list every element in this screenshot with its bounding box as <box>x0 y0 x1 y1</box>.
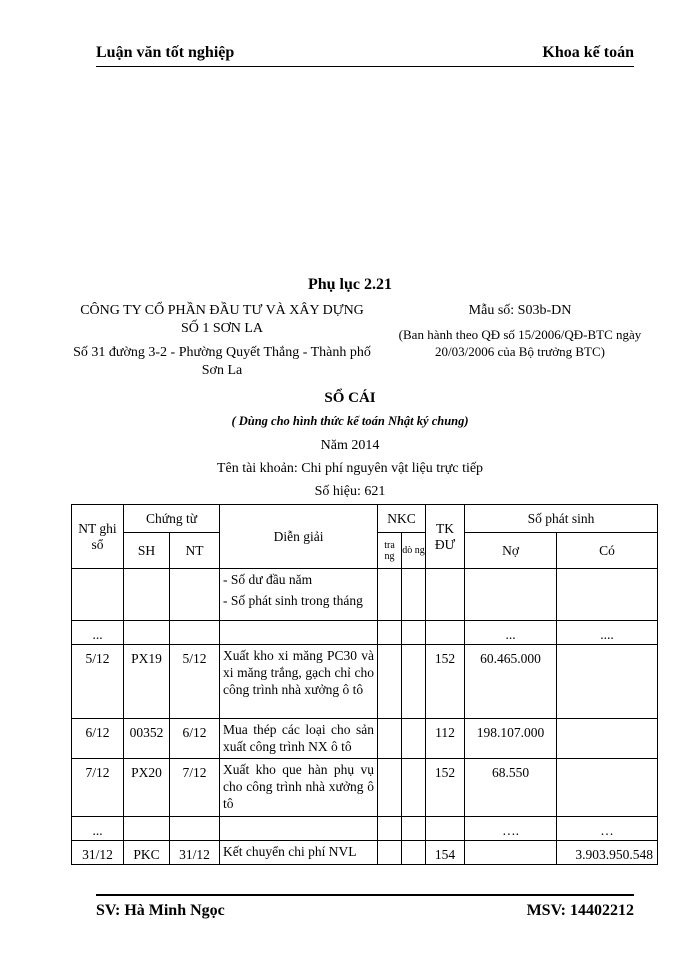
cell-no <box>465 841 557 865</box>
thesis-label: Luận văn tốt nghiệp <box>96 44 235 61</box>
ledger-year: Năm 2014 <box>320 438 380 453</box>
table-row <box>72 817 658 841</box>
cell-no: ... <box>465 621 557 645</box>
header-dong: dò ng <box>402 533 426 569</box>
cell-sh: PX19 <box>124 645 170 719</box>
table-row <box>72 841 658 865</box>
student-name: SV: Hà Minh Ngọc <box>96 902 225 919</box>
cell-ntct: 6/12 <box>170 719 220 759</box>
header-no: Nợ <box>465 533 557 569</box>
header-tk-du: TK ĐƯ <box>426 505 465 569</box>
cell-nt: 7/12 <box>72 759 124 817</box>
cell-co: … <box>557 817 658 841</box>
account-code: Số hiệu: 621 <box>314 484 386 499</box>
cell-ntct: 31/12 <box>170 841 220 865</box>
cell-tk: 154 <box>426 841 465 865</box>
page-footer <box>96 894 634 922</box>
cell-no: 198.107.000 <box>465 719 557 759</box>
cell-co: 3.903.950.548 <box>557 841 658 865</box>
cell-sh: 00352 <box>124 719 170 759</box>
cell-no: …. <box>465 817 557 841</box>
header-co: Có <box>557 533 658 569</box>
table-row <box>72 719 658 759</box>
header-nt: NT <box>170 533 220 569</box>
cell-nt: 6/12 <box>72 719 124 759</box>
header-sh: SH <box>124 533 170 569</box>
appendix-title: Phụ lục 2.21 <box>307 276 392 293</box>
cell-nt: 31/12 <box>72 841 124 865</box>
company-name: CÔNG TY CỔ PHẦN ĐẦU TƯ VÀ XÂY DỰNG SỐ 1 SƠN LA <box>80 303 364 336</box>
cell-no: 60.465.000 <box>465 645 557 719</box>
cell-no: 68.550 <box>465 759 557 817</box>
header-nt-ghi-so: NT ghi sổ <box>72 505 124 569</box>
cell-ntct: 5/12 <box>170 645 220 719</box>
cell-co <box>557 759 658 817</box>
cell-tk: 112 <box>426 719 465 759</box>
student-id: MSV: 14402212 <box>526 902 634 919</box>
company-address: Số 31 đường 3-2 - Phường Quyết Thắng - Thành phố Sơn La <box>73 345 371 378</box>
form-basis: (Ban hành theo QĐ số 15/2006/QĐ-BTC ngày 20/03/2006 của Bộ trưởng BTC) <box>398 327 642 359</box>
cell-sh: PX20 <box>124 759 170 817</box>
form-code: Mẫu số: S03b-DN <box>468 303 572 318</box>
header-dien-giai: Diễn giải <box>220 505 378 569</box>
cell-ntct: 7/12 <box>170 759 220 817</box>
cell-nt: 5/12 <box>72 645 124 719</box>
page-header <box>96 44 634 67</box>
cell-nt: ... <box>72 621 124 645</box>
account-name: Tên tài khoản: Chi phí nguyên vật liệu trực tiếp <box>216 461 484 476</box>
cell-sh: PKC <box>124 841 170 865</box>
opening-arising: - Số phát sinh trong tháng <box>223 593 363 608</box>
cell-nt: ... <box>72 817 124 841</box>
table-row <box>72 621 658 645</box>
header-so-phat-sinh: Số phát sinh <box>465 505 658 533</box>
header-trang: tra ng <box>378 533 402 569</box>
cell-desc: Mua thép các loại cho sản xuất công trình NX ô tô <box>220 719 378 759</box>
cell-desc: Xuất kho xi măng PC30 và xi măng trắng, gạch chỉ cho công trình nhà xưởng ô tô <box>220 645 378 719</box>
table-row <box>72 569 658 621</box>
ledger-title: SỔ CÁI <box>324 390 376 406</box>
table-row <box>72 759 658 817</box>
opening-cell <box>220 569 378 621</box>
cell-co <box>557 719 658 759</box>
header-chung-tu: Chứng từ <box>124 505 220 533</box>
cell-tk: 152 <box>426 645 465 719</box>
cell-desc: Xuất kho que hàn phụ vụ cho công trình nhà xưởng ô tô <box>220 759 378 817</box>
header-nkc: NKC <box>378 505 426 533</box>
cell-co <box>557 645 658 719</box>
cell-desc: Kết chuyển chi phí NVL <box>220 841 378 865</box>
department-label: Khoa kế toán <box>542 44 634 61</box>
ledger-subtitle: ( Dùng cho hình thức kế toán Nhật ký chung) <box>231 414 469 428</box>
ledger-table <box>71 504 658 865</box>
opening-balance: - Số dư đầu năm <box>223 572 313 587</box>
cell-co: .... <box>557 621 658 645</box>
table-row <box>72 645 658 719</box>
cell-tk: 152 <box>426 759 465 817</box>
